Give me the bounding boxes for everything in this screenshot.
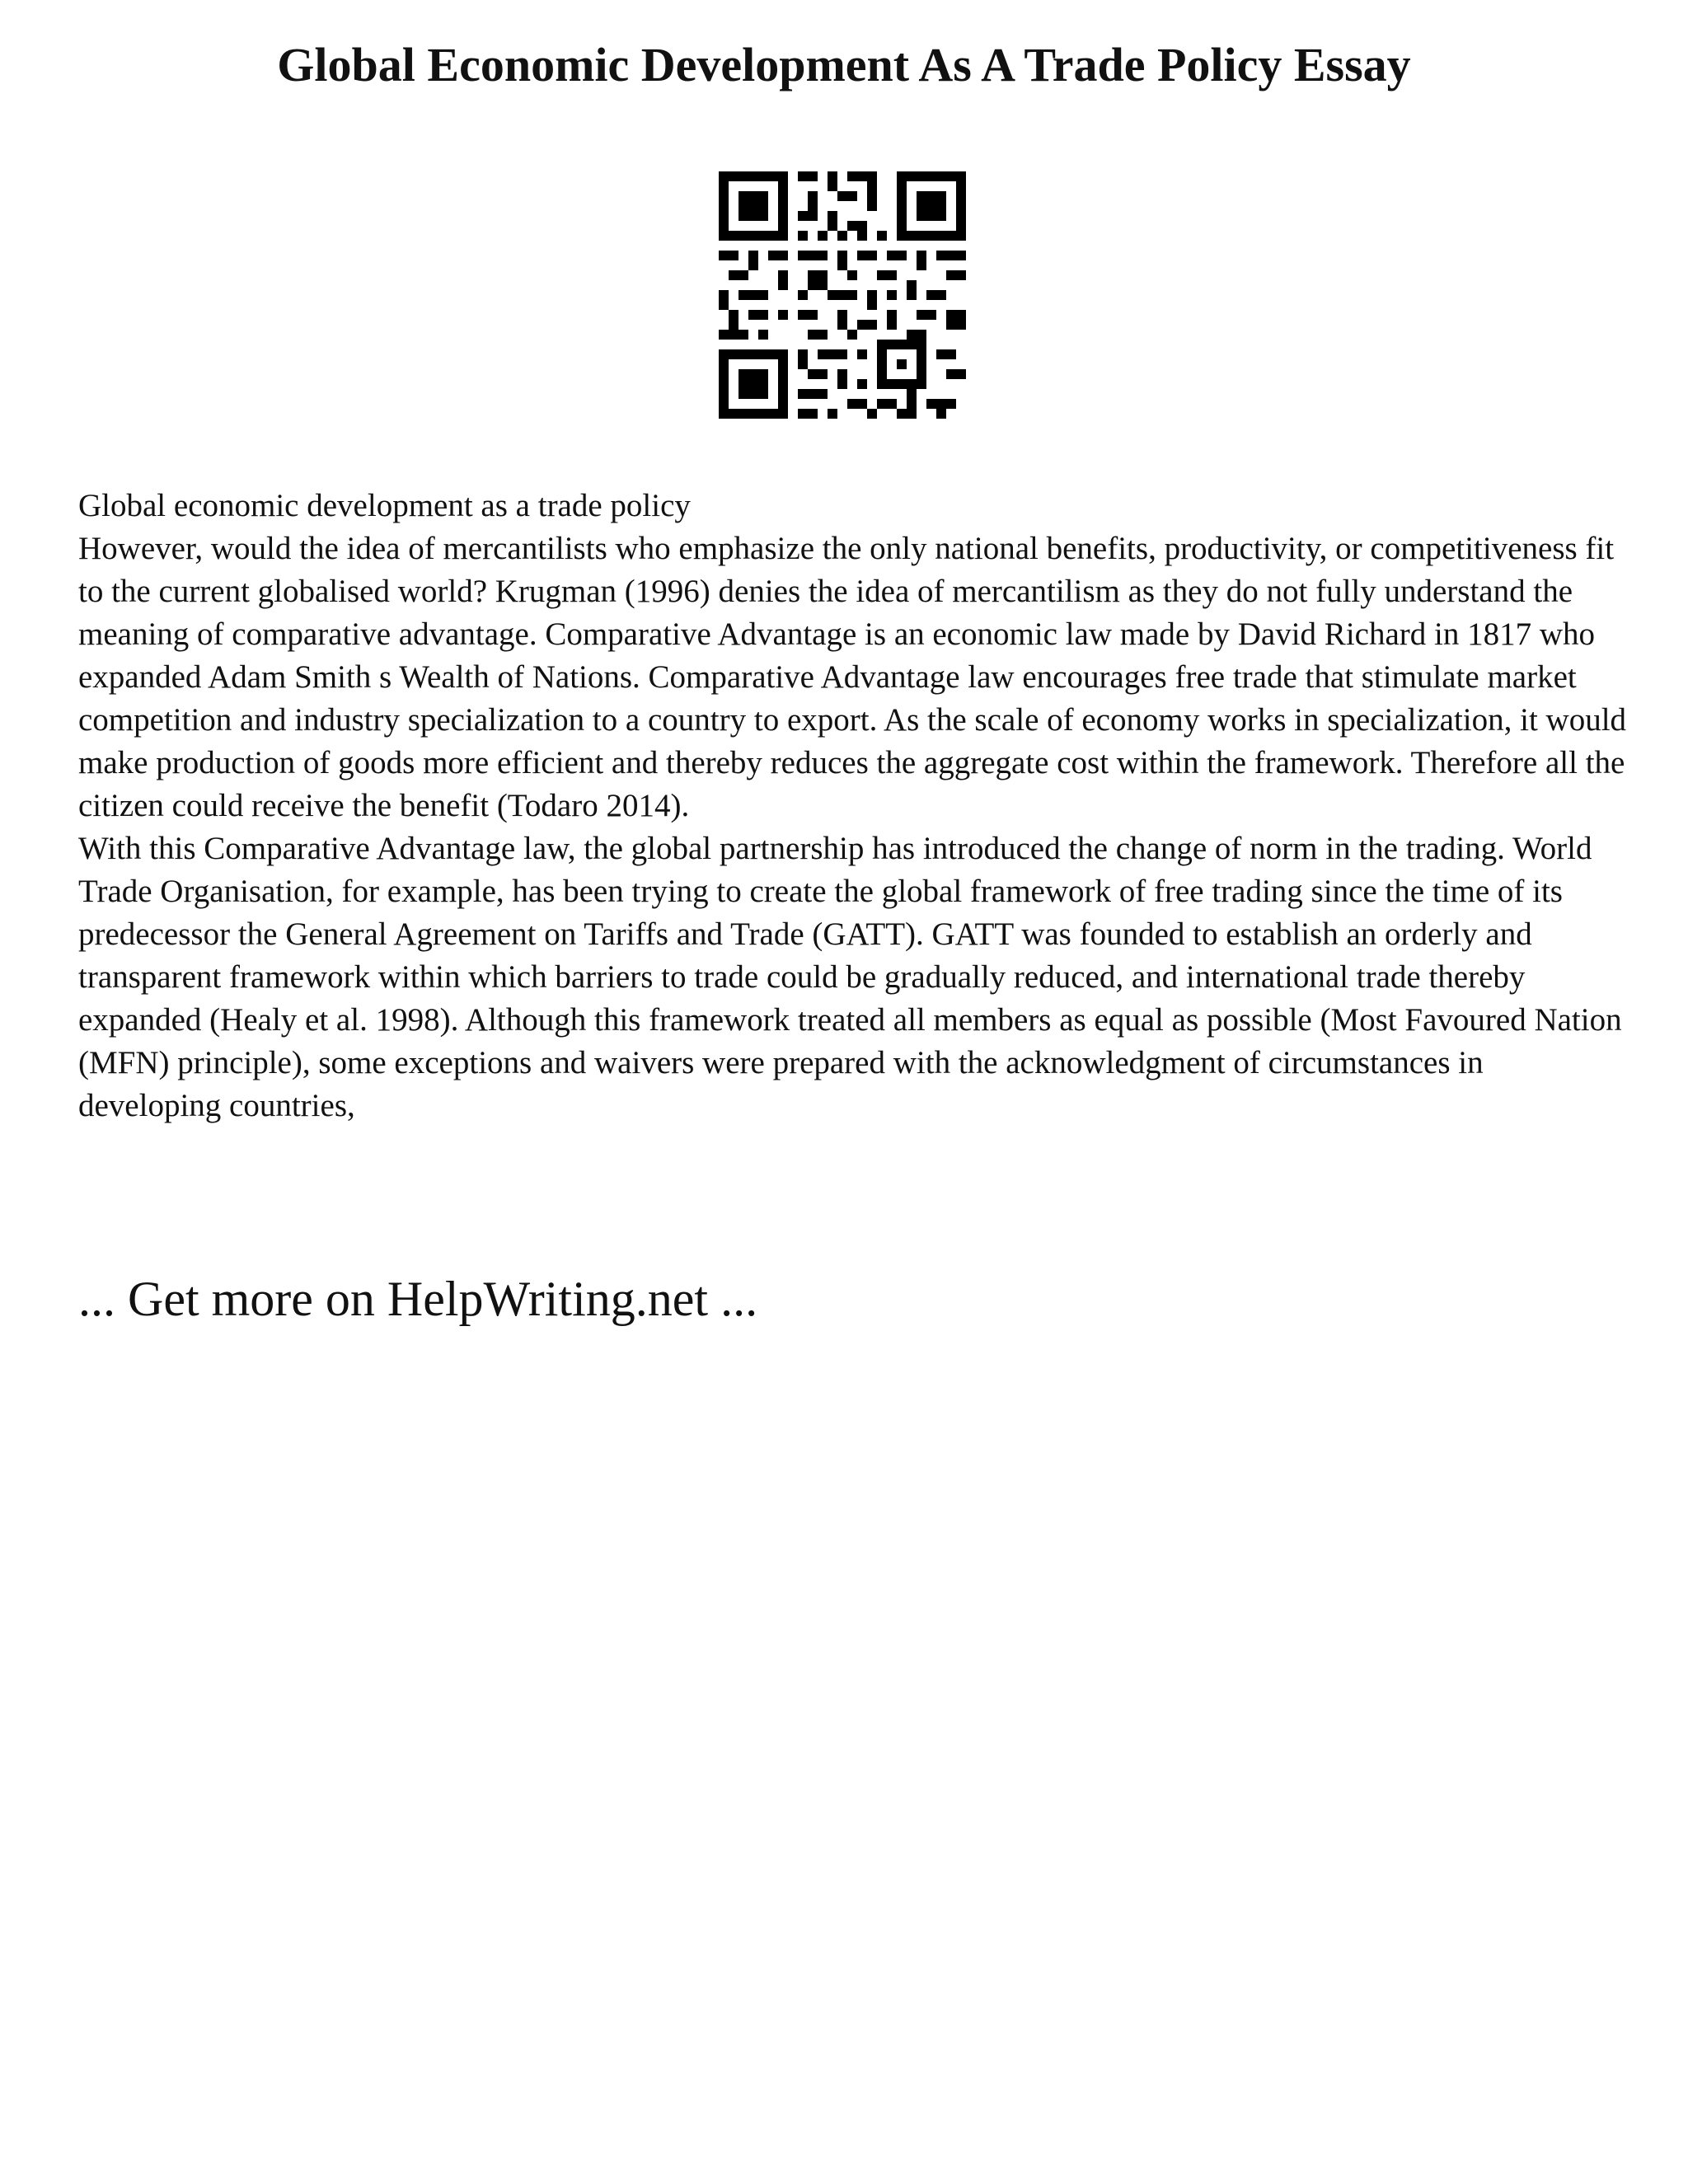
page-title: Global Economic Development As A Trade Policy Essay [277, 38, 1411, 91]
essay-body [78, 485, 1628, 1127]
get-more-link[interactable]: ... Get more on HelpWriting.net ... [78, 1272, 758, 1326]
essay-paragraph: With this Comparative Advantage law, the global partnership has introduced the change of norm in the trading. World Trade Organisation, for example, has been trying to create the global framework of free trading since the time of its predecessor the General Agreement on Tariffs and Trade (GATT). GATT was founded to establish an orderly and transparent framework within which barriers to trade could be gradually reduced, and international trade thereby expanded (Healy et al. 1998). Although this framework treated all members as equal as possible (Most Favoured Nation (MFN) principle), some exceptions and waivers were prepared with the acknowledgment of circumstances in developing countries, [78, 831, 1622, 1123]
qr-code-icon [719, 171, 966, 419]
essay-paragraph: However, would the idea of mercantilists who emphasize the only national benefits, productivity, or competitiveness fit to the current globalised world? Krugman (1996) denies the idea of mercantilism as they do not fully understand the meaning of comparative advantage. Comparative Advantage is an economic law made by David Richard in 1817 who expanded Adam Smith s Wealth of Nations. Comparative Advantage law encourages free trade that stimulate market competition and industry specialization to a country to export. As the scale of economy works in specialization, it would make production of goods more efficient and thereby reduces the aggregate cost within the framework. Therefore all the citizen could receive the benefit (Todaro 2014). [78, 531, 1627, 823]
essay-subtitle: Global economic development as a trade policy [78, 488, 691, 523]
